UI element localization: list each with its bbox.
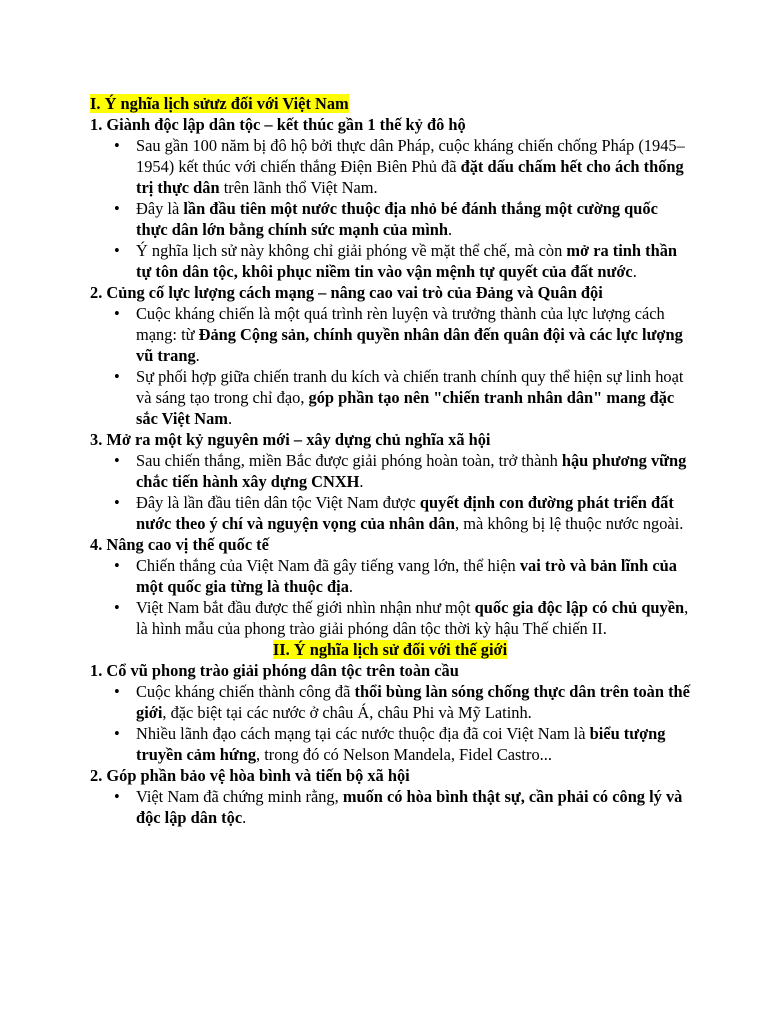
section-heading: 1. Giành độc lập dân tộc – kết thúc gần 1 thế kỷ đô hộ — [90, 115, 466, 134]
list-item: • Đây là lần đầu tiên một nước thuộc địa nhỏ bé đánh thắng một cường quốc thực dân lớn bằng chính sức mạnh của mình. — [114, 199, 658, 239]
list-item: • Nhiều lãnh đạo cách mạng tại các nước thuộc địa đã coi Việt Nam là biểu tượng truyền cảm hứng, trong đó có Nelson Mandela, Fidel Castro... — [114, 724, 666, 764]
list-item: • Chiến thắng của Việt Nam đã gây tiếng vang lớn, thể hiện vai trò và bản lĩnh của một quốc gia từng là thuộc địa. — [114, 556, 677, 596]
bullet-list — [90, 786, 690, 828]
list-item: • Sau gần 100 năm bị đô hộ bởi thực dân Pháp, cuộc kháng chiến chống Pháp (1945–1954) kết thúc với chiến thắng Điện Biên Phủ đã đặt dấu chấm hết cho ách thống trị thực dân trên lãnh thổ Việt Nam. — [114, 136, 685, 197]
bullet-list — [90, 555, 690, 639]
part1-title: I. Ý nghĩa lịch sửưz đối với Việt Nam — [90, 94, 349, 113]
list-item: • Việt Nam đã chứng minh rằng, muốn có hòa bình thật sự, cần phải có công lý và độc lập dân tộc. — [114, 787, 683, 827]
list-item: • Đây là lần đầu tiên dân tộc Việt Nam được quyết định con đường phát triển đất nước theo ý chí và nguyện vọng của nhân dân, mà không bị lệ thuộc nước ngoài. — [114, 493, 684, 533]
part2-title: II. Ý nghĩa lịch sử đối với thế giới — [272, 640, 508, 659]
bullet-list — [90, 135, 690, 282]
list-item: • Cuộc kháng chiến thành công đã thổi bùng làn sóng chống thực dân trên toàn thế giới, đặc biệt tại các nước ở châu Á, châu Phi và Mỹ Latinh. — [114, 682, 690, 722]
document-body — [90, 93, 690, 828]
bullet-list — [90, 681, 690, 765]
list-item: • Việt Nam bắt đầu được thế giới nhìn nhận như một quốc gia độc lập có chủ quyền, là hình mẫu của phong trào giải phóng dân tộc thời kỳ hậu Thế chiến II. — [114, 598, 689, 638]
section-heading: 2. Góp phần bảo vệ hòa bình và tiến bộ xã hội — [90, 766, 410, 785]
section-heading: 4. Nâng cao vị thế quốc tế — [90, 535, 269, 554]
list-item: • Sự phối hợp giữa chiến tranh du kích và chiến tranh chính quy thể hiện sự linh hoạt và sáng tạo trong chỉ đạo, góp phần tạo nên "chiến tranh nhân dân" mang đặc sắc Việt Nam. — [114, 367, 684, 428]
list-item: • Cuộc kháng chiến là một quá trình rèn luyện và trưởng thành của lực lượng cách mạng: từ Đảng Cộng sản, chính quyền nhân dân đến quân đội và các lực lượng vũ trang. — [114, 304, 683, 365]
list-item: • Ý nghĩa lịch sử này không chỉ giải phóng về mặt thể chế, mà còn mở ra tinh thần tự tôn dân tộc, khôi phục niềm tin vào vận mệnh tự quyết của đất nước. — [114, 241, 678, 281]
bullet-list — [90, 450, 690, 534]
section-heading: 3. Mở ra một kỷ nguyên mới – xây dựng chủ nghĩa xã hội — [90, 430, 491, 449]
section-heading: 2. Củng cố lực lượng cách mạng – nâng cao vai trò của Đảng và Quân đội — [90, 283, 603, 302]
list-item: • Sau chiến thắng, miền Bắc được giải phóng hoàn toàn, trở thành hậu phương vững chắc tiến hành xây dựng CNXH. — [114, 451, 687, 491]
section-heading: 1. Cổ vũ phong trào giải phóng dân tộc trên toàn cầu — [90, 661, 459, 680]
bullet-list — [90, 303, 690, 429]
